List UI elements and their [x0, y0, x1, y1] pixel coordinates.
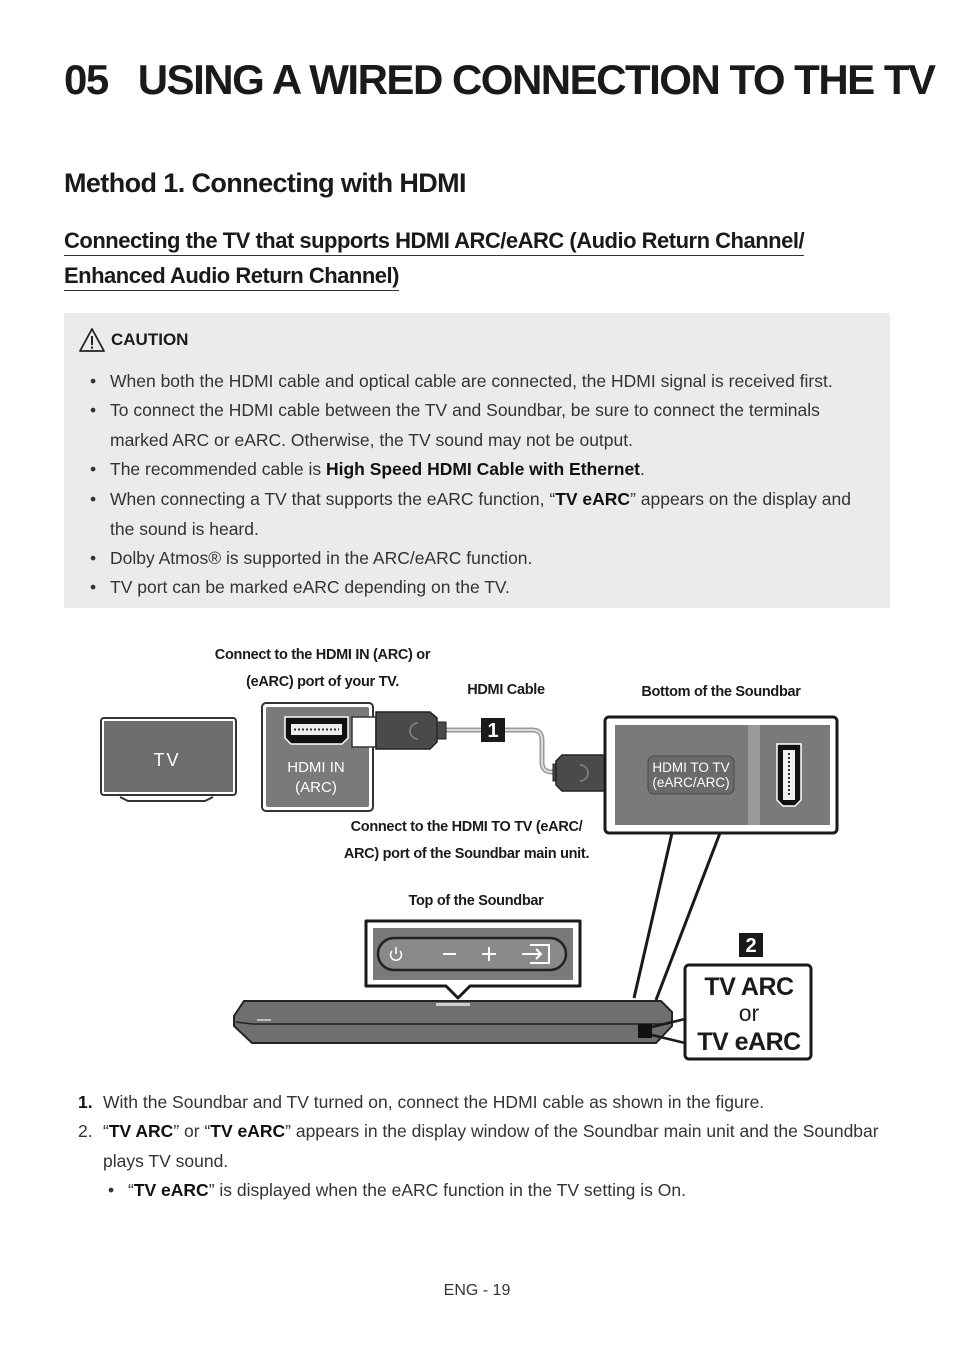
caution-bullet-text: ” appears on the display and [630, 489, 851, 509]
tv-earc-term: TV eARC [133, 1180, 209, 1200]
bullet-dot: • [90, 459, 97, 479]
tv-label: TV [153, 750, 181, 770]
caution-bullet-text: The recommended cable is [110, 459, 326, 479]
hdmi-to-tv-label-1: HDMI TO TV [652, 760, 730, 775]
step-text: ” appears in the display window of the Soundbar main unit and the Soundbar [285, 1121, 879, 1141]
hdmi-to-tv-label-2: (eARC/ARC) [652, 775, 730, 790]
caution-bullet-text: When connecting a TV that supports the eARC function, “ [110, 489, 556, 509]
soundbar-port-instruction [310, 814, 623, 868]
page-number: ENG - 19 [443, 1282, 511, 1299]
display-tv-arc: TV ARC [704, 973, 794, 1001]
tv-port-instruction-line-1: Connect to the HDMI IN (ARC) or [214, 647, 431, 663]
step-text: “ [103, 1121, 109, 1141]
hdmi-to-tv-port-icon [777, 744, 801, 806]
step-2-number: 2. [78, 1121, 93, 1141]
recommended-cable: High Speed HDMI Cable with Ethernet [325, 459, 641, 479]
step-text: plays TV sound. [103, 1150, 229, 1171]
subheading-line-2: Enhanced Audio Return Channel) [64, 263, 399, 291]
tv-illustration [101, 718, 236, 801]
step-2-sub-bullet [108, 1176, 686, 1206]
chapter-title-text: USING A WIRED CONNECTION TO THE TV [137, 56, 935, 103]
caution-bullet-1 [90, 367, 833, 397]
bullet-dot: • [90, 548, 97, 568]
caution-bullet-5 [90, 544, 533, 574]
method-title: Method 1. Connecting with HDMI [64, 168, 466, 198]
chapter-title [64, 56, 935, 104]
step-text: ” or “ [173, 1121, 211, 1141]
soundbar-top-panel [366, 921, 580, 998]
bullet-dot: • [90, 489, 97, 509]
bullet-dot: • [90, 577, 97, 597]
step-marker-1-text: 1 [487, 720, 499, 742]
step-number: 1. [78, 1092, 93, 1112]
caution-bullet-text: the sound is heard. [110, 518, 259, 539]
soundbar-illustration [234, 1001, 685, 1043]
tv-port-instruction [180, 642, 465, 696]
step-text: “ [128, 1180, 134, 1200]
caution-bullet-2 [90, 396, 820, 455]
caution-bullet-text: marked ARC or eARC. Otherwise, the TV sound may not be output. [110, 429, 633, 450]
tv-arc-term: TV ARC [108, 1121, 174, 1141]
caution-title: CAUTION [111, 330, 189, 349]
tv-earc-term: TV eARC [555, 489, 631, 509]
hdmi-port-icon [285, 717, 348, 744]
hdmi-in-label-2: (ARC) [295, 779, 337, 796]
warning-triangle-icon [78, 327, 106, 353]
soundbar-display-window [638, 1024, 652, 1038]
caution-bullet-text: When both the HDMI cable and optical cable are connected, the HDMI signal is received first. [110, 371, 833, 391]
caution-header [78, 327, 188, 353]
hdmi-in-label-1: HDMI IN [287, 759, 345, 776]
chapter-number: 05 [64, 56, 108, 103]
display-callout [685, 965, 811, 1059]
bullet-dot: • [90, 371, 97, 391]
caution-bullet-4 [90, 485, 851, 544]
step-1 [78, 1088, 765, 1118]
display-tv-earc: TV eARC [697, 1028, 801, 1056]
tv-earc-term: TV eARC [210, 1121, 286, 1141]
soundbar-port-instruction-line-1: Connect to the HDMI TO TV (eARC/ [350, 819, 583, 835]
soundbar-bottom-label: Bottom of the Soundbar [641, 684, 801, 700]
step-marker-2-text: 2 [745, 935, 757, 957]
caution-bullet-text: TV port can be marked eARC depending on the TV. [110, 577, 510, 597]
step-text: ” is displayed when the eARC function in the TV setting is On. [208, 1180, 686, 1200]
step-text: With the Soundbar and TV turned on, connect the HDMI cable as shown in the figure. [103, 1092, 765, 1112]
soundbar-top-label: Top of the Soundbar [408, 893, 544, 909]
step-2 [103, 1117, 879, 1176]
tv-port-instruction-line-2: (eARC) port of your TV. [246, 674, 399, 690]
subheading-line-1: Connecting the TV that supports HDMI ARC/eARC (Audio Return Channel/ [64, 228, 804, 256]
step-marker-1 [481, 718, 505, 742]
caution-bullet-text: Dolby Atmos® is supported in the ARC/eARC function. [110, 548, 533, 568]
bullet-dot: • [108, 1180, 115, 1200]
bullet-dot: • [90, 400, 97, 420]
soundbar-port-instruction-line-2: ARC) port of the Soundbar main unit. [343, 846, 590, 862]
hdmi-cable-label: HDMI Cable [467, 682, 545, 698]
caution-bullet-text: . [640, 459, 645, 479]
caution-bullet-6 [90, 573, 510, 603]
soundbar-bottom-panel [605, 717, 837, 833]
caution-bullet-3 [90, 455, 645, 485]
caution-bullet-text: To connect the HDMI cable between the TV and Soundbar, be sure to connect the terminals [110, 400, 820, 420]
step-marker-2 [739, 933, 763, 957]
display-or: or [738, 1000, 760, 1026]
